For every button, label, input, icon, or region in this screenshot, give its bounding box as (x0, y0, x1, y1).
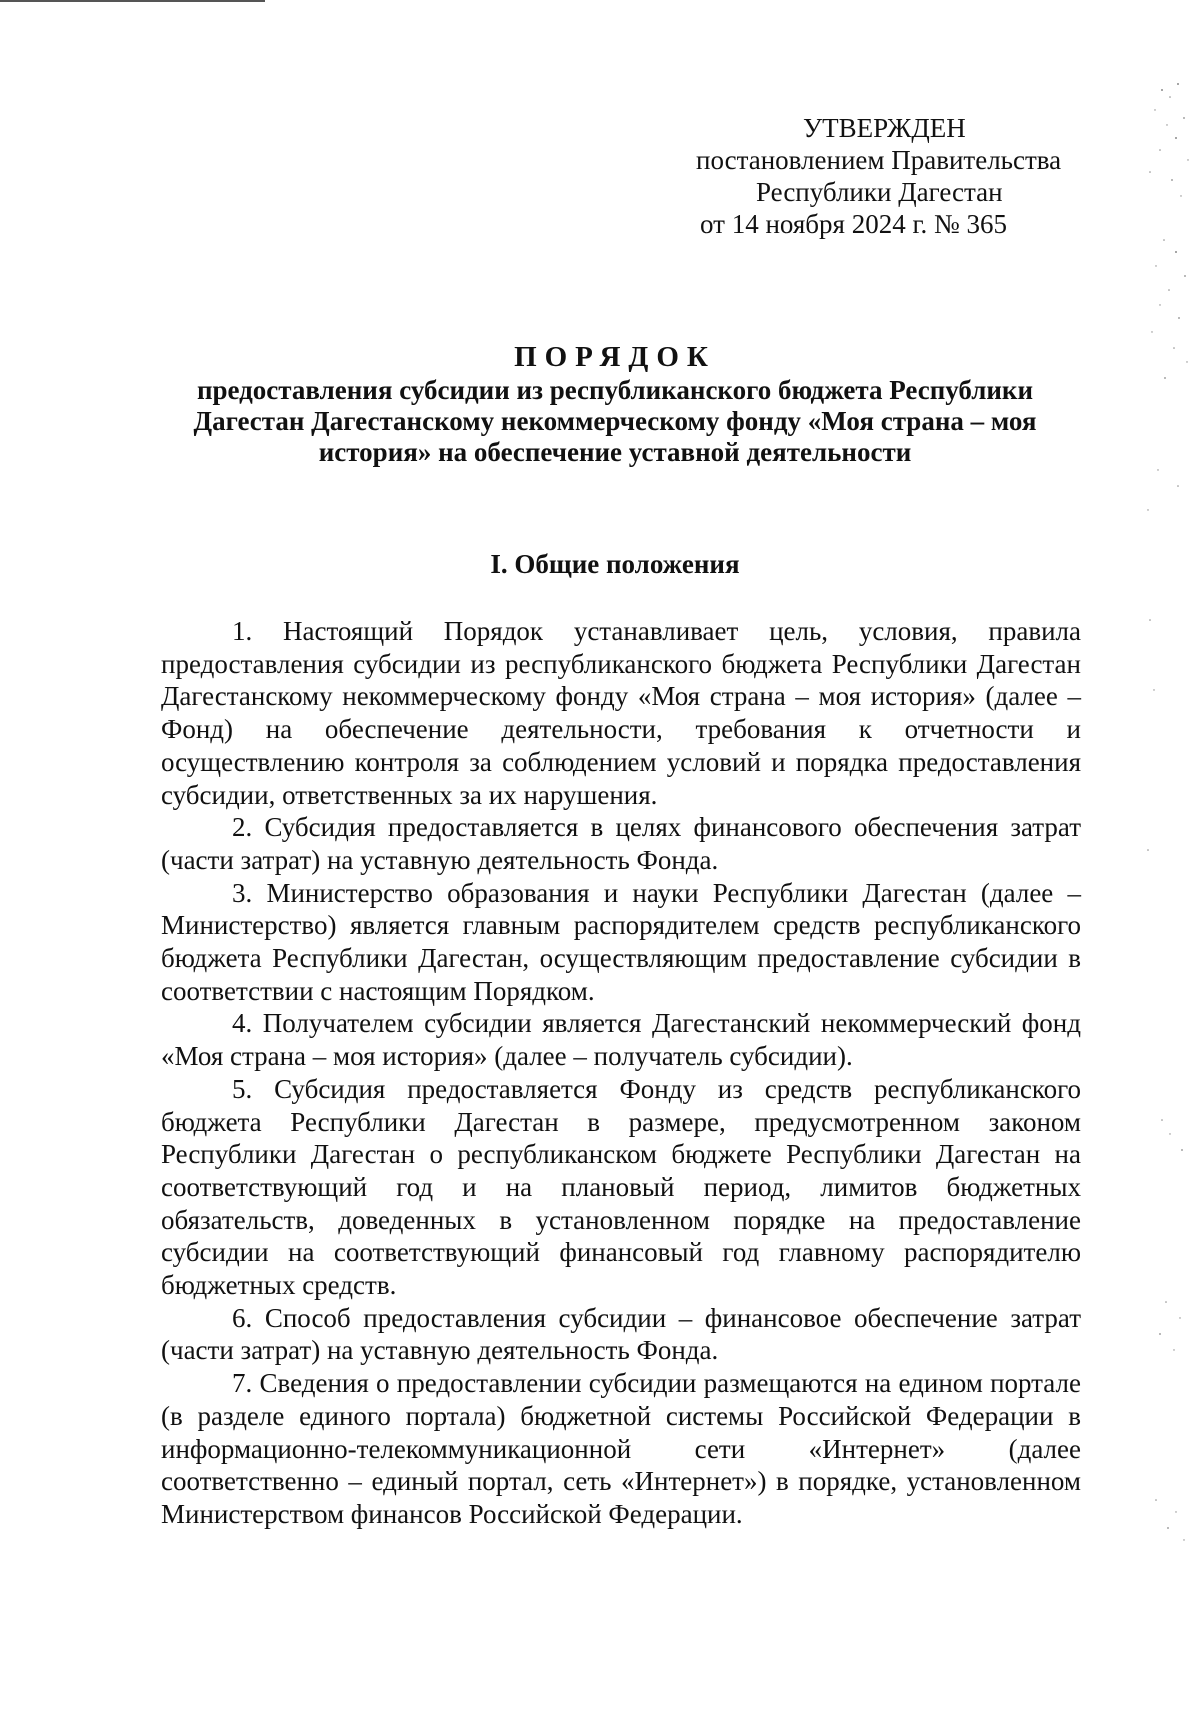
document-title (150, 342, 1080, 468)
document-heading: ПОРЯДОК (514, 341, 716, 373)
scan-noise (1090, 0, 1200, 1710)
paragraph-5: 5. Субсидия предоставляется Фонду из средств республиканского бюджета Республики Дагестан в размере, предусмотренном законом Республики Дагестан о республиканском бюджете Республики Дагестан на соответствующий год и на плановый период, лимитов бюджетных обязательств, доведенных в установленном порядке на предоставление субсидии на соответствующий финансовый год главному распорядителю бюджетных средств. (161, 1073, 1081, 1301)
paragraph-4: 4. Получателем субсидии является Дагестанский некоммерческий фонд «Моя страна – моя история» (далее – получатель субсидии). (161, 1008, 1081, 1072)
scan-edge-mark (0, 0, 265, 2)
approval-title: УТВЕРЖДЕН (803, 113, 966, 143)
paragraph-2: 2. Субсидия предоставляется в целях финансового обеспечения затрат (части затрат) на уставную деятельность Фонда. (161, 812, 1081, 875)
approval-issuer: постановлением Правительства (696, 145, 1062, 175)
approval-region: Республики Дагестан (756, 177, 1003, 207)
document-body (161, 615, 1081, 1531)
paragraph-3: 3. Министерство образования и науки Республики Дагестан (далее – Министерство) является главным распорядителем средств республиканского бюджета Республики Дагестан, осуществляющим предоставление субсидии в соответствии с настоящим Порядком. (161, 877, 1081, 1006)
paragraph-7: 7. Сведения о предоставлении субсидии размещаются на едином портале (в разделе единого портала) бюджетной системы Российской Федерации в информационно-телекоммуникационной сети «Интернет» (далее соответственно – единый портал, сеть «Интернет») в порядке, установленном Министерством финансов Российской Федерации. (161, 1368, 1081, 1529)
section-heading: I. Общие положения (490, 549, 740, 579)
paragraph-6: 6. Способ предоставления субсидии – финансовое обеспечение затрат (части затрат) на уставную деятельность Фонда. (161, 1302, 1081, 1366)
approval-date-number: от 14 ноября 2024 г. № 365 (700, 209, 1007, 239)
paragraph-1: 1. Настоящий Порядок устанавливает цель, условия, правила предоставления субсидии из республиканского бюджета Республики Дагестан Дагестанскому некоммерческому фонду «Моя страна – моя история» (далее – Фонд) на обеспечение деятельности, требования к отчетности и осуществлению контроля за соблюдением условий и порядка предоставления субсидии, ответственных за их нарушения. (161, 616, 1081, 810)
document-subtitle: предоставления субсидии из республиканского бюджета Республики Дагестан Дагестанскому некоммерческому фонду «Моя страна – моя история» на обеспечение уставной деятельности (193, 375, 1037, 467)
